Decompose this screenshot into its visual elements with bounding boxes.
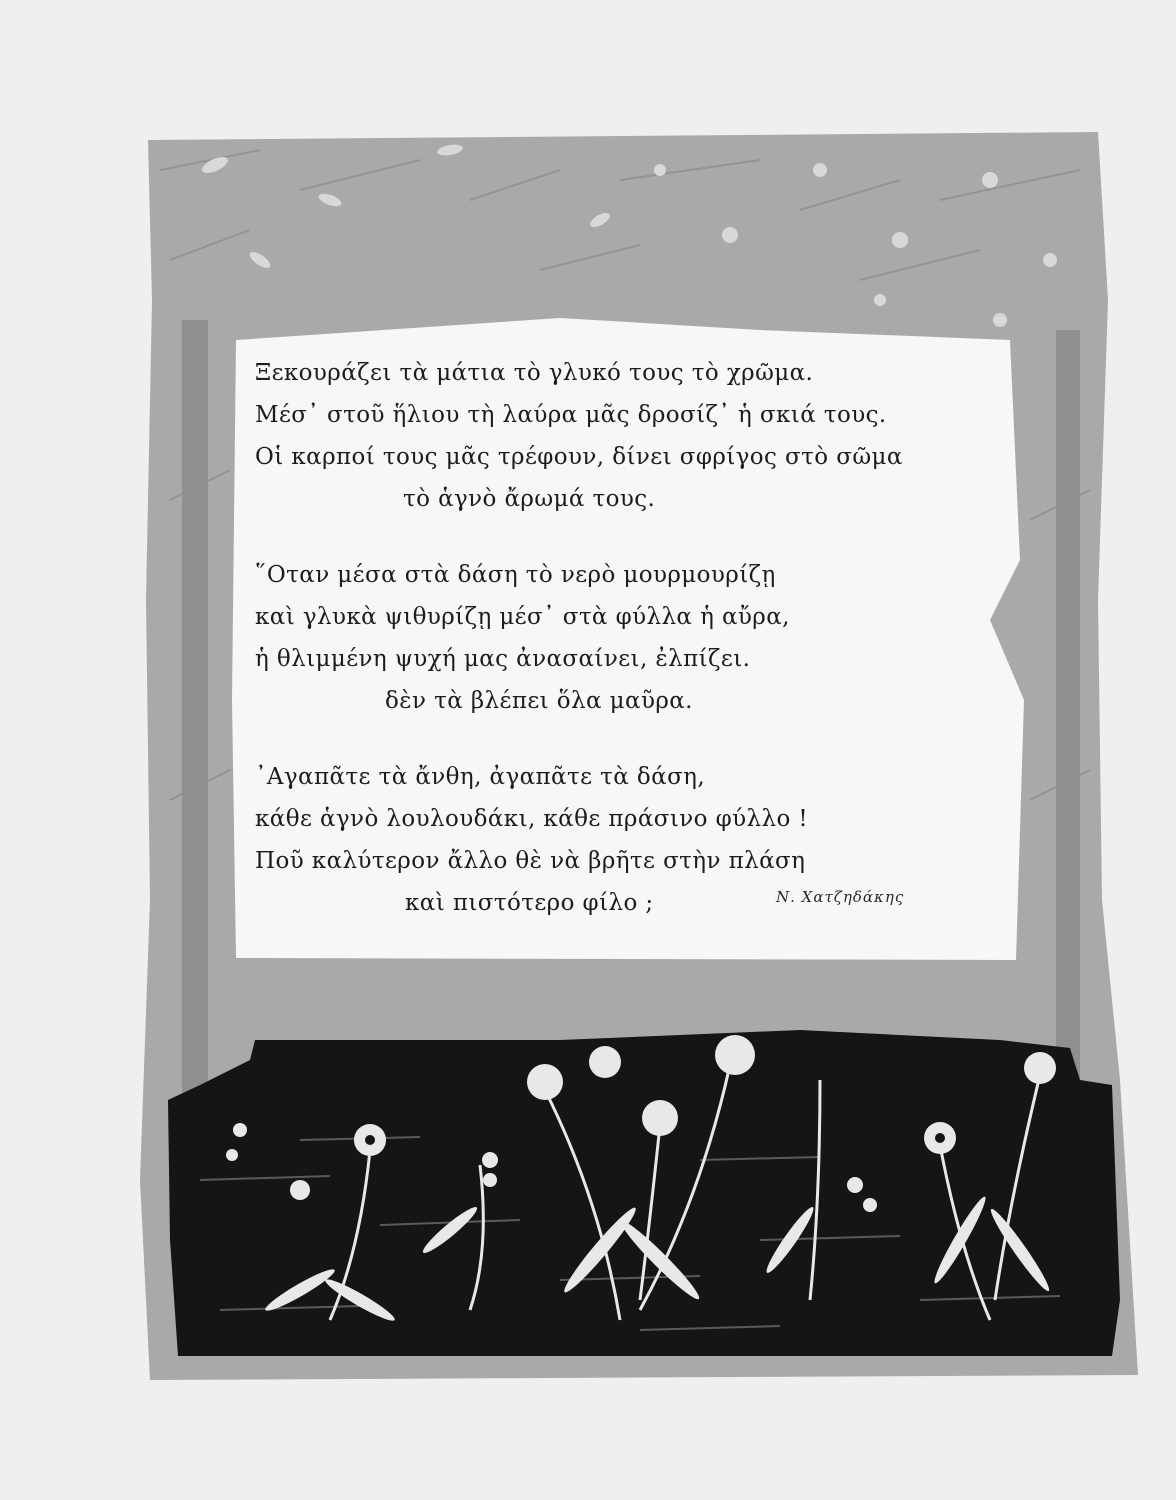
poem-line: ῞Οταν μέσα στὰ δάση τὸ νερὸ μουρμουρίζῃ — [255, 562, 776, 588]
stanza-2 — [255, 554, 1015, 722]
poem-line: Οἱ καρποί τους μᾶς τρέφουν, δίνει σφρίγος στὸ σῶμα — [255, 444, 903, 470]
poem-line: καὶ πιστότερο φίλο ; — [405, 890, 654, 916]
stanza-1 — [255, 352, 1015, 520]
poem — [255, 352, 1015, 958]
poem-line: ἡ θλιμμένη ψυχή μας ἀνασαίνει, ἐλπίζει. — [255, 646, 751, 672]
poem-line: καὶ γλυκὰ ψιθυρίζῃ μέσ᾽ στὰ φύλλα ἡ αὔρα, — [255, 604, 790, 630]
poem-line: Ξεκουράζει τὰ μάτια τὸ γλυκό τους τὸ χρῶμα. — [255, 360, 814, 386]
poem-line: ᾿Αγαπᾶτε τὰ ἄνθη, ἀγαπᾶτε τὰ δάση, — [255, 764, 706, 790]
author-signature: Ν. Χατζηδάκης — [776, 888, 905, 906]
poem-line: δὲν τὰ βλέπει ὅλα μαῦρα. — [385, 688, 693, 714]
poem-line: τὸ ἁγνὸ ἄρωμά τους. — [403, 486, 656, 512]
poem-line: κάθε ἁγνὸ λουλουδάκι, κάθε πράσινο φύλλο ! — [255, 806, 809, 832]
poem-line: Ποῦ καλύτερον ἄλλο θὲ νὰ βρῆτε στὴν πλάση — [255, 848, 806, 874]
poem-line: Μέσ᾽ στοῦ ἥλιου τὴ λαύρα μᾶς δροσίζ᾽ ἡ σκιά τους. — [255, 402, 887, 428]
